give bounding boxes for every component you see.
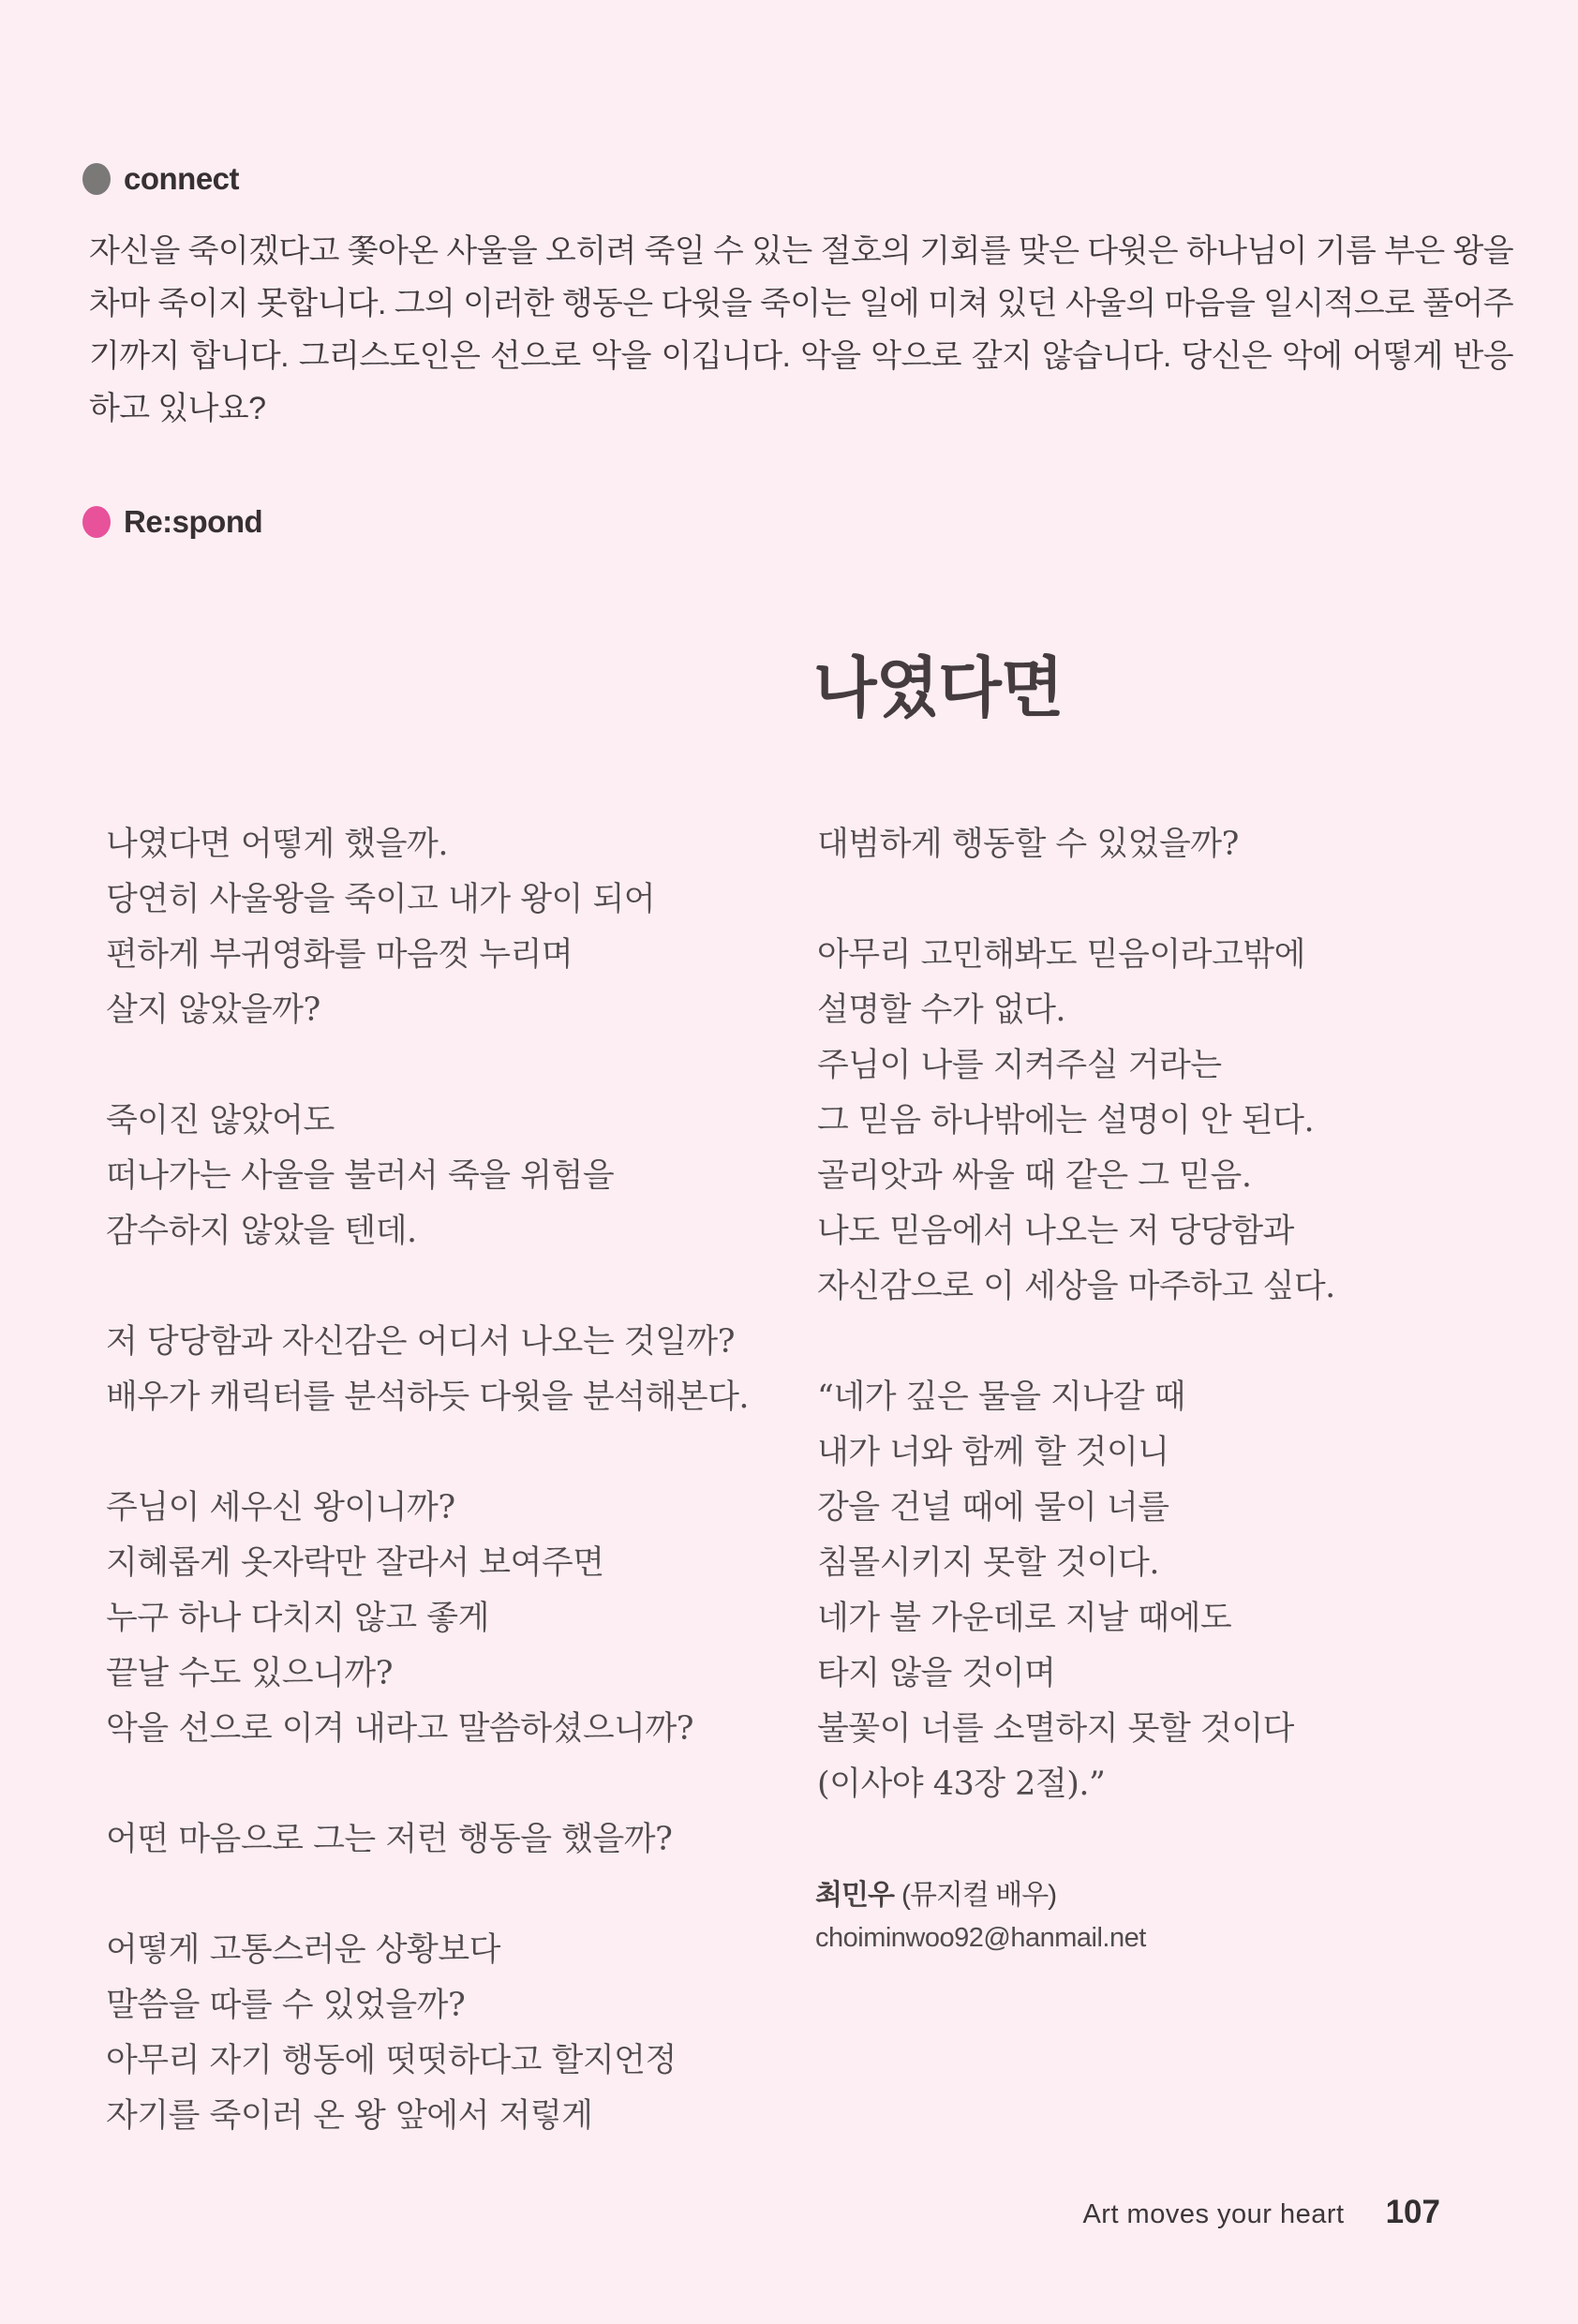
poem-line: 나도 믿음에서 나오는 저 당당함과 <box>817 1213 1294 1250</box>
poem-right-column <box>817 817 1473 1868</box>
poem-line: “네가 깊은 물을 지나갈 때 <box>817 1378 1185 1416</box>
poem-stanza <box>106 1315 799 1425</box>
author-row <box>815 1880 1146 1912</box>
page-number: 107 <box>1385 2194 1440 2230</box>
poem-title: 나였다면 <box>813 648 1064 726</box>
connect-bullet-icon <box>82 163 111 195</box>
poem-stanza <box>817 817 1473 872</box>
poem-line: 아무리 자기 행동에 떳떳하다고 할지언정 <box>106 2042 677 2079</box>
connect-paragraph: 자신을 죽이겠다고 쫓아온 사울을 오히려 죽일 수 있는 절호의 기회를 맞은 다윗은 하나님이 기름 부은 왕을 차마 죽이지 못합니다. 그의 이러한 행동은 다윗을 죽이는 일에 미쳐 있던 사울의 마음을 일시적으로 풀어주기까지 합니다. 그리스도인은 선으로 악을 이깁니다. 악을 악으로 갚지 않습니다. 당신은 악에 어떻게 반응하고 있나요? <box>89 233 1513 426</box>
poem-line: 불꽃이 너를 소멸하지 못할 것이다 <box>817 1710 1294 1748</box>
poem-line: 강을 건널 때에 물이 너를 <box>817 1489 1169 1527</box>
poem-line: 당연히 사울왕을 죽이고 내가 왕이 되어 <box>106 881 656 918</box>
poem-left-column <box>106 817 799 2199</box>
poem-line: 자기를 죽이러 온 왕 앞에서 저렇게 <box>106 2097 593 2135</box>
poem-line: 말씀을 따를 수 있었을까? <box>106 1987 466 2024</box>
poem-stanza <box>106 1923 799 2144</box>
poem-stanza <box>106 1481 799 1757</box>
author-role: (뮤지컬 배우) <box>901 1880 1057 1911</box>
poem-line: 그 믿음 하나밖에는 설명이 안 된다. <box>817 1102 1315 1140</box>
poem-stanza <box>817 928 1473 1315</box>
poem-line: 누구 하나 다치지 않고 좋게 <box>106 1600 489 1637</box>
respond-label: Re:spond <box>124 504 263 539</box>
poem-line: 아무리 고민해봐도 믿음이라고밖에 <box>817 936 1305 974</box>
poem-line: 끝날 수도 있으니까? <box>106 1655 393 1692</box>
poem-line: 주님이 세우신 왕이니까? <box>106 1489 455 1527</box>
poem-line: 어떤 마음으로 그는 저런 행동을 했을까? <box>106 1821 673 1858</box>
poem-line: 자신감으로 이 세상을 마주하고 싶다. <box>817 1268 1335 1305</box>
author-block <box>815 1880 1146 1954</box>
poem-line: 어떻게 고통스러운 상황보다 <box>106 1931 500 1969</box>
author-email: choiminwoo92@hanmail.net <box>815 1923 1146 1953</box>
poem-line: 설명할 수가 없다. <box>817 991 1066 1029</box>
poem-line: 죽이진 않았어도 <box>106 1102 335 1140</box>
poem-line: 네가 불 가운데로 지날 때에도 <box>817 1600 1232 1637</box>
poem-line: 악을 선으로 이겨 내라고 말씀하셨으니까? <box>106 1710 694 1748</box>
poem-line: 저 당당함과 자신감은 어디서 나오는 것일까? <box>106 1323 735 1361</box>
poem-stanza <box>106 817 799 1038</box>
footer-tagline: Art moves your heart <box>1082 2199 1345 2229</box>
poem-line: 배우가 캐릭터를 분석하듯 다윗을 분석해본다. <box>106 1378 750 1416</box>
poem-line: 내가 너와 함께 할 것이니 <box>817 1434 1169 1471</box>
poem-line: 타지 않을 것이며 <box>817 1655 1056 1692</box>
poem-line: 골리앗과 싸울 때 같은 그 믿음. <box>817 1157 1252 1195</box>
poem-line: 지혜롭게 옷자락만 잘라서 보여주면 <box>106 1544 604 1582</box>
poem-line: 편하게 부귀영화를 마음껏 누리며 <box>106 936 573 974</box>
poem-stanza <box>106 1094 799 1259</box>
connect-label: connect <box>124 161 240 196</box>
poem-line: 주님이 나를 지켜주실 거라는 <box>817 1047 1222 1084</box>
poem-line: 살지 않았을까? <box>106 991 320 1029</box>
poem-line: 대범하게 행동할 수 있었을까? <box>817 826 1239 863</box>
poem-line: 침몰시키지 못할 것이다. <box>817 1544 1159 1582</box>
poem-line: (이사야 43장 2절).” <box>817 1765 1106 1803</box>
respond-section-header <box>82 504 262 540</box>
page-footer <box>1082 2194 1440 2231</box>
poem-stanza <box>106 1812 799 1868</box>
poem-line: 나였다면 어떻게 했을까. <box>106 826 448 863</box>
connect-section-header <box>82 161 239 197</box>
poem-stanza <box>817 1370 1473 1812</box>
respond-bullet-icon <box>82 506 111 538</box>
author-name: 최민우 <box>815 1880 894 1911</box>
poem-line: 떠나가는 사울을 불러서 죽을 위험을 <box>106 1157 615 1195</box>
poem-line: 감수하지 않았을 텐데. <box>106 1213 417 1250</box>
